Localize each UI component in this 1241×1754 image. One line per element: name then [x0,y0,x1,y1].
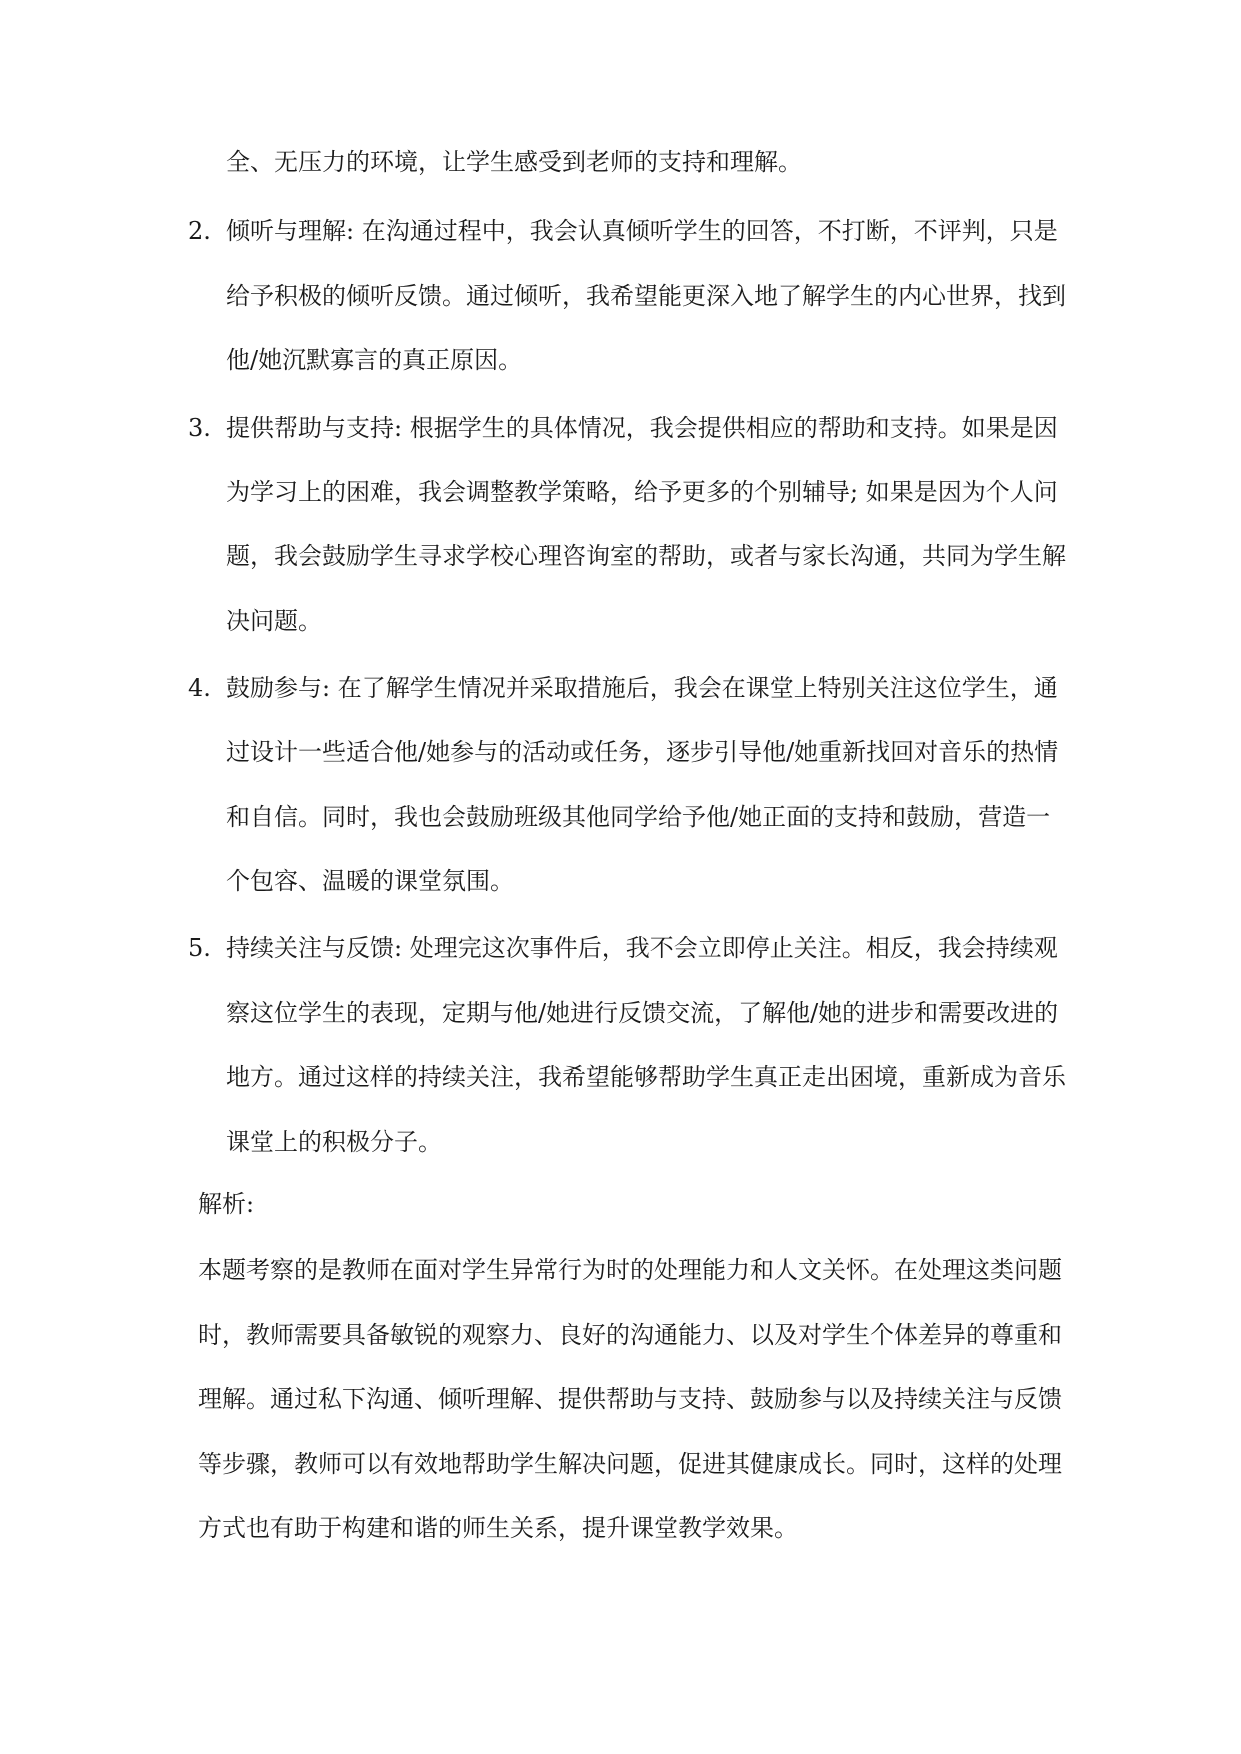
analysis-line-3: 理解。通过私下沟通、倾听理解、提供帮助与支持、鼓励参与以及持续关注与反馈 [198,1385,1062,1413]
item-3-line-4: 决问题。 [226,607,322,635]
item-4-line-4: 个包容、温暖的课堂氛围。 [226,867,514,895]
analysis-line-4: 等步骤，教师可以有效地帮助学生解决问题，促进其健康成长。同时，这样的处理 [198,1450,1062,1478]
item-number-2: 2. [188,217,211,245]
item-3-line-1: 提供帮助与支持: 根据学生的具体情况，我会提供相应的帮助和支持。如果是因 [226,414,1058,442]
item-number-5: 5. [188,934,211,962]
item-2-line-2: 给予积极的倾听反馈。通过倾听，我希望能更深入地了解学生的内心世界，找到 [226,282,1066,310]
item-3-line-3: 题，我会鼓励学生寻求学校心理咨询室的帮助，或者与家长沟通，共同为学生解 [226,542,1066,570]
item-number-3: 3. [188,414,211,442]
item-5-line-1: 持续关注与反馈: 处理完这次事件后，我不会立即停止关注。相反，我会持续观 [226,934,1058,962]
analysis-line-2: 时，教师需要具备敏锐的观察力、良好的沟通能力、以及对学生个体差异的尊重和 [198,1321,1062,1349]
item-4-line-3: 和自信。同时，我也会鼓励班级其他同学给予他/她正面的支持和鼓励，营造一 [226,803,1051,831]
item-5-line-2: 察这位学生的表现，定期与他/她进行反馈交流，了解他/她的进步和需要改进的 [226,999,1059,1027]
item-5-line-3: 地方。通过这样的持续关注，我希望能够帮助学生真正走出困境，重新成为音乐 [226,1063,1066,1091]
item-5-line-4: 课堂上的积极分子。 [226,1128,442,1156]
analysis-line-1: 本题考察的是教师在面对学生异常行为时的处理能力和人文关怀。在处理这类问题 [198,1256,1062,1284]
item-2-line-1: 倾听与理解: 在沟通过程中，我会认真倾听学生的回答，不打断，不评判，只是 [226,217,1058,245]
item-4-line-1: 鼓励参与: 在了解学生情况并采取措施后，我会在课堂上特别关注这位学生，通 [226,674,1058,702]
item-2-line-3: 他/她沉默寡言的真正原因。 [226,346,523,374]
item-number-4: 4. [188,674,211,702]
continuation-line: 全、无压力的环境，让学生感受到老师的支持和理解。 [226,148,802,176]
item-4-line-2: 过设计一些适合他/她参与的活动或任务，逐步引导他/她重新找回对音乐的热情 [226,738,1059,766]
item-3-line-2: 为学习上的困难，我会调整教学策略，给予更多的个别辅导; 如果是因为个人问 [226,478,1058,506]
analysis-line-5: 方式也有助于构建和谐的师生关系，提升课堂教学效果。 [198,1514,798,1542]
analysis-heading: 解析: [198,1190,255,1218]
